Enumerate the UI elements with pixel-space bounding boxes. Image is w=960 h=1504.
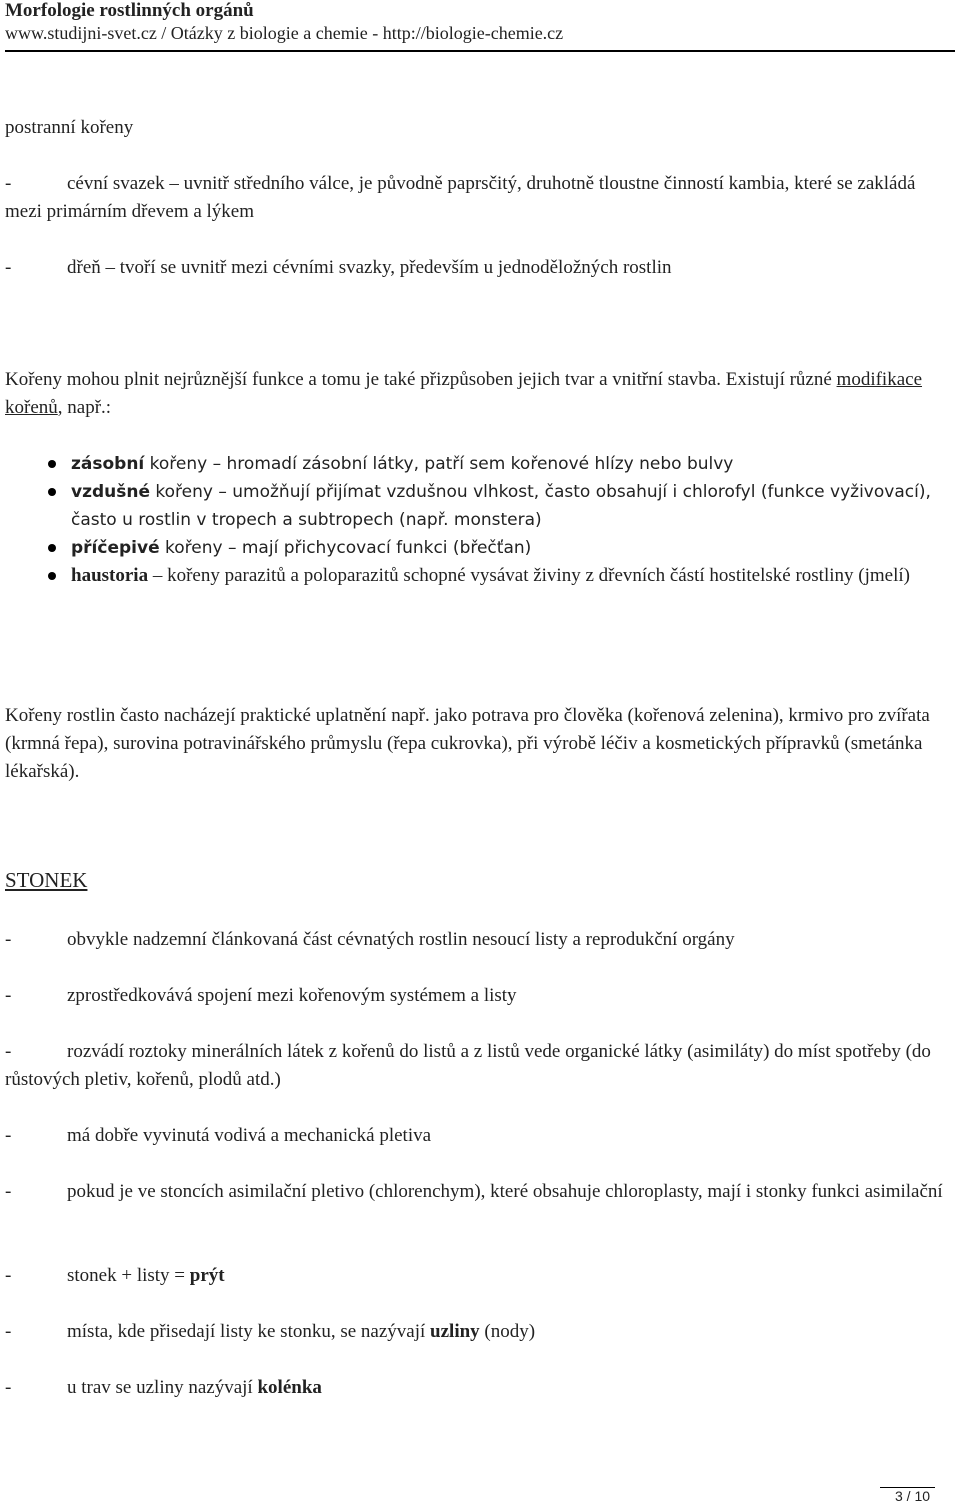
dash-marker: - <box>5 1181 12 1202</box>
list-item <box>0 562 950 590</box>
paragraph-funkce-koreny <box>5 366 950 422</box>
list-item-text: zprostředkovává spojení mezi kořenovým systémem a listy <box>67 985 517 1006</box>
list-item <box>0 478 950 534</box>
list-item-term: příčepivé <box>71 538 160 558</box>
bullet-icon <box>48 544 56 552</box>
page-header <box>5 0 955 44</box>
list-item-term: zásobní <box>71 454 145 474</box>
bullet-icon <box>48 572 56 580</box>
dash-marker: - <box>5 1377 12 1398</box>
dash-marker: - <box>5 1125 12 1146</box>
list-item-text: stonek + listy = <box>67 1265 190 1286</box>
bullet-icon <box>48 488 56 496</box>
list-item-text: kořeny – umožňují přijímat vzdušnou vlhkost, často obsahují i chlorofyl (funkce vyživovací), často u rostlin v tropech a subtropech (např. monstera) <box>71 482 931 530</box>
bullet-icon <box>48 460 56 468</box>
section-title-stonek: STONEK <box>5 868 88 892</box>
paragraph-text: Kořeny mohou plnit nejrůznější funkce a tomu je také přizpůsoben jejich tvar a vnitřní stavba. Existují různé <box>5 369 837 390</box>
list-item <box>0 534 950 562</box>
dash-marker: - <box>5 929 12 950</box>
dash-marker: - <box>5 985 12 1006</box>
list-item <box>5 1374 950 1402</box>
list-item-text-end: (nody) <box>479 1321 536 1342</box>
dash-marker: - <box>5 257 12 278</box>
list-item-text: u trav se uzliny nazývají <box>67 1377 258 1398</box>
list-item <box>5 1262 950 1290</box>
list-item-text: obvykle nadzemní článkovaná část cévnatých rostlin nesoucí listy a reprodukční orgány <box>67 929 735 950</box>
list-item-term: prýt <box>189 1265 225 1286</box>
list-item-text: rozvádí roztoky minerálních látek z kořenů do listů a z listů vede organické látky (asimiláty) do míst spotřeby (do růstových pletiv, kořenů, plodů atd.) <box>5 1041 931 1090</box>
list-item-text: – kořeny parazitů a poloparazitů schopné vysávat živiny z dřevních částí hostitelské rostliny (jmelí) <box>148 565 910 586</box>
list-item <box>5 1178 950 1206</box>
list-item-text: kořeny – hromadí zásobní látky, patří sem kořenové hlízy nebo bulvy <box>144 454 734 474</box>
list-item-dren <box>5 254 950 282</box>
list-item-text: dřeň – tvoří se uvnitř mezi cévními svazky, především u jednoděložných rostlin <box>67 257 672 278</box>
list-item <box>5 1318 950 1346</box>
document-source: www.studijni-svet.cz / Otázky z biologie a chemie - http://biologie-chemie.cz <box>5 23 564 43</box>
list-item <box>5 982 950 1010</box>
modifikace-korenu-link[interactable]: modifikace kořenů <box>5 369 923 418</box>
list-item-cevni-svazek <box>5 170 950 226</box>
dash-marker: - <box>5 1041 12 1062</box>
list-item-text: má dobře vyvinutá vodivá a mechanická pletiva <box>67 1125 432 1146</box>
list-item <box>5 926 950 954</box>
list-item-text: kořeny – mají přichycovací funkci (břečťan) <box>159 538 532 558</box>
paragraph-text-end: , např.: <box>57 397 112 418</box>
list-item <box>5 1038 950 1094</box>
paragraph-uplatneni: Kořeny rostlin často nacházejí praktické uplatnění např. jako potrava pro člověka (kořenová zelenina), krmivo pro zvířata (krmná řepa), surovina potravinářského průmyslu (řepa cukrovka), při výrobě léčiv a kosmetických přípravků (smetánka lékařská). <box>5 705 930 782</box>
header-divider <box>5 50 955 52</box>
page-number: 3 / 10 <box>895 1488 931 1504</box>
list-item-term: uzliny <box>430 1321 480 1342</box>
list-item-term: kolénka <box>257 1377 322 1398</box>
list-item-text: pokud je ve stoncích asimilační pletivo (chlorenchym), které obsahuje chloroplasty, mají i stonky funkci asimilační <box>67 1181 943 1202</box>
list-item-text: místa, kde přisedají listy ke stonku, se nazývají <box>67 1321 431 1342</box>
list-item-term: vzdušné <box>71 482 150 502</box>
paragraph-postranni-koreny: postranní kořeny <box>5 117 134 138</box>
list-item <box>0 450 950 478</box>
document-title: Morfologie rostlinných orgánů <box>5 0 254 21</box>
list-item-text: cévní svazek – uvnitř středního válce, je původně paprsčitý, druhotně tloustne činností kambia, které se zakládá mezi primárním dřevem a lýkem <box>5 173 916 222</box>
root-modifications-list <box>0 450 950 590</box>
dash-marker: - <box>5 1321 12 1342</box>
list-item-term: haustoria <box>71 565 149 586</box>
list-item <box>5 1122 950 1150</box>
dash-marker: - <box>5 173 12 194</box>
dash-marker: - <box>5 1265 12 1286</box>
